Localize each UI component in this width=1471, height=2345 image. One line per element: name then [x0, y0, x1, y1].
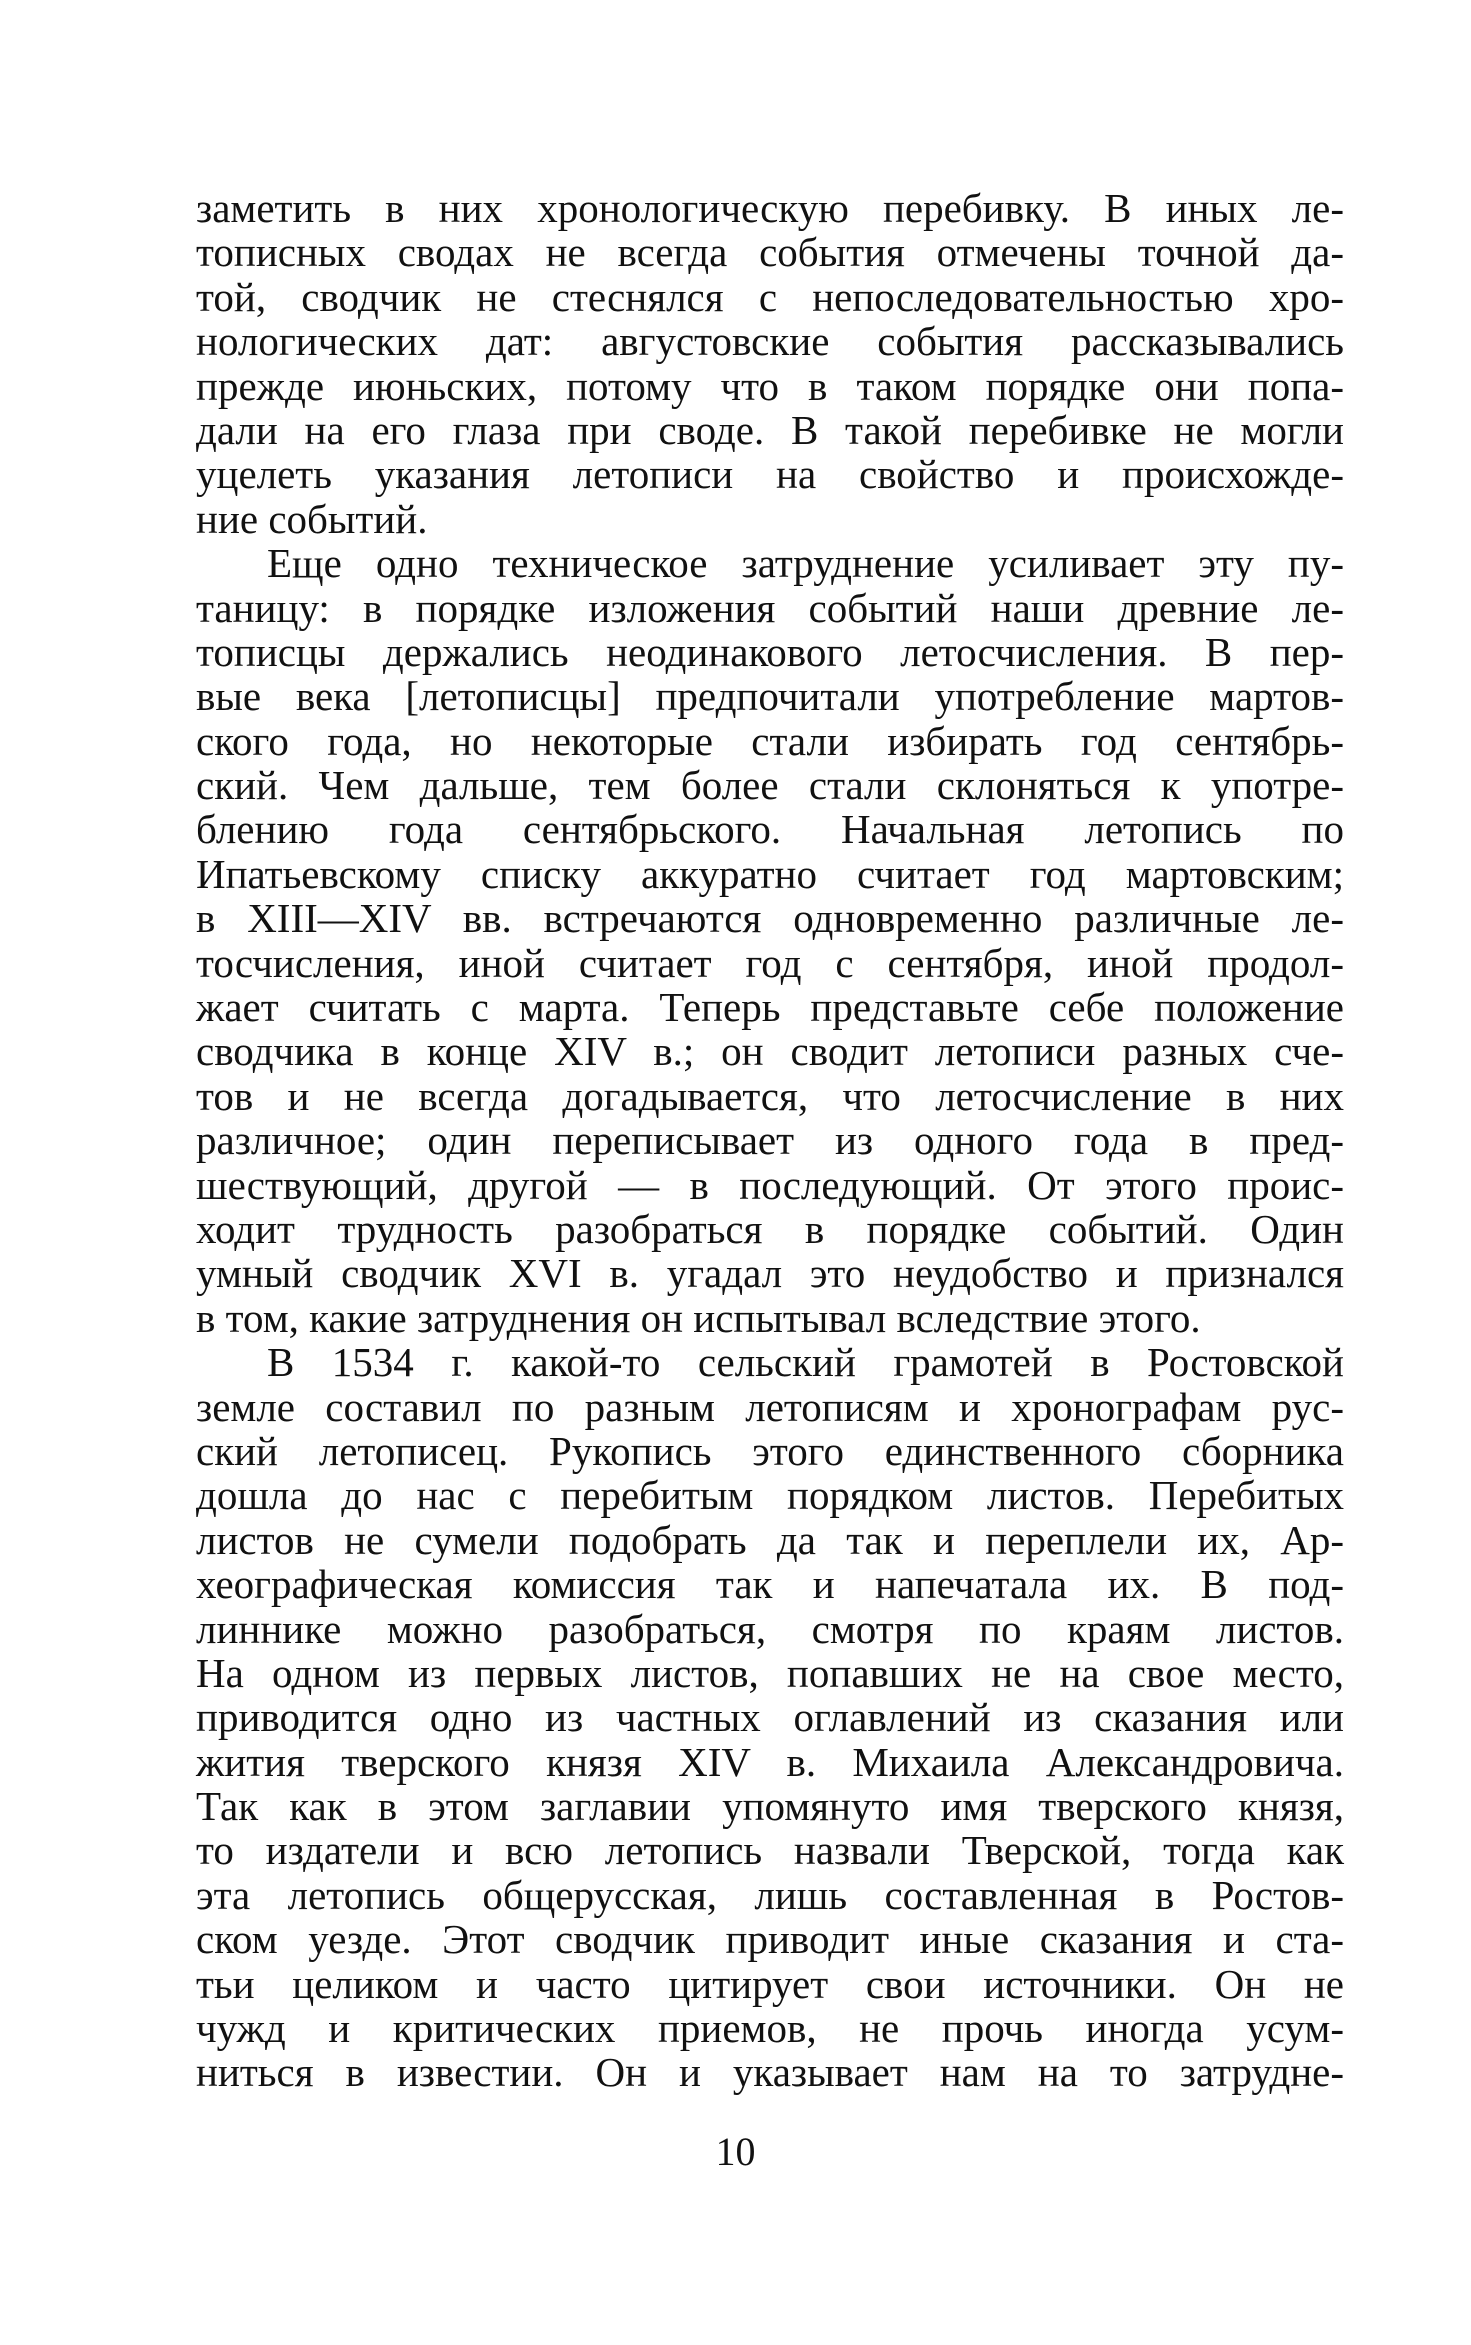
body-text — [196, 186, 1344, 2095]
text-line: сводчика в конце XIV в.; он сводит летописи разных сче- — [196, 1028, 1344, 1075]
text-line: в XIII—XIV вв. встречаются одновременно различные ле- — [196, 895, 1344, 942]
text-line: то издатели и всю летопись назвали Тверской, тогда как — [196, 1827, 1344, 1874]
text-line: ский. Чем дальше, тем более стали склоняться к употре- — [196, 762, 1344, 809]
text-line: ском уезде. Этот сводчик приводит иные сказания и ста- — [196, 1916, 1344, 1963]
text-line: тьи целиком и часто цитирует свои источники. Он не — [196, 1960, 1344, 2007]
text-line: На одном из первых листов, попавших не на свое место, — [196, 1649, 1344, 1696]
text-line: ского года, но некоторые стали избирать год сентябрь- — [196, 717, 1344, 764]
text-line: приводится одно из частных оглавлений из сказания или — [196, 1694, 1344, 1741]
text-line: различное; один переписывает из одного года в пред- — [196, 1117, 1344, 1164]
text-line: ский летописец. Рукопись этого единственного сборника — [196, 1427, 1344, 1474]
text-line: уцелеть указания летописи на свойство и происхожде- — [196, 451, 1344, 498]
paragraph — [196, 1340, 1344, 2095]
text-line: чужд и критических приемов, не прочь иногда усум- — [196, 2005, 1344, 2052]
text-line: тописцы держались неодинакового летосчисления. В пер- — [196, 628, 1344, 675]
text-line: той, сводчик не стеснялся с непоследовательностью хро- — [196, 273, 1344, 320]
text-line: таницу: в порядке изложения событий наши древние ле- — [196, 584, 1344, 631]
text-line: шествующий, другой — в последующий. От этого проис- — [196, 1161, 1344, 1208]
text-line: тописных сводах не всегда события отмечены точной да- — [196, 229, 1344, 276]
text-line: дошла до нас с перебитым порядком листов. Перебитых — [196, 1472, 1344, 1519]
text-line: ние событий. — [196, 495, 428, 542]
text-line: Еще одно техническое затруднение усиливает эту пу- — [267, 540, 1344, 587]
text-line: Ипатьевскому списку аккуратно считает год мартовским; — [196, 850, 1344, 897]
text-line: тосчисления, иной считает год с сентября, иной продол- — [196, 939, 1344, 986]
text-line: ходит трудность разобраться в порядке событий. Один — [196, 1205, 1344, 1252]
text-line: умный сводчик XVI в. угадал это неудобство и признался — [196, 1250, 1344, 1297]
paragraph — [196, 541, 1344, 1340]
text-line: блению года сентябрьского. Начальная летопись по — [196, 806, 1344, 853]
text-line: В 1534 г. какой-то сельский грамотей в Ростовской — [267, 1339, 1344, 1386]
text-line: ниться в известии. Он и указывает нам на то затрудне- — [196, 2049, 1344, 2096]
text-line: в том, какие затруднения он испытывал вследствие этого. — [196, 1294, 1201, 1341]
text-line: прежде июньских, потому что в таком порядке они попа- — [196, 362, 1344, 409]
text-line: нологических дат: августовские события рассказывались — [196, 318, 1344, 365]
text-line: листов не сумели подобрать да так и переплели их, Ар- — [196, 1516, 1344, 1563]
text-line: жает считать с марта. Теперь представьте себе положение — [196, 984, 1344, 1031]
text-line: вые века [летописцы] предпочитали употребление мартов- — [196, 673, 1344, 720]
text-line: земле составил по разным летописям и хронографам рус- — [196, 1383, 1344, 1430]
text-line: Так как в этом заглавии упомянуто имя тверского князя, — [196, 1783, 1344, 1830]
text-line: тов и не всегда догадывается, что летосчисление в них — [196, 1072, 1344, 1119]
text-line: эта летопись общерусская, лишь составленная в Ростов- — [196, 1871, 1344, 1918]
text-line: хеографическая комиссия так и напечатала их. В под- — [196, 1561, 1344, 1608]
page-number: 10 — [715, 2129, 756, 2174]
text-line: дали на его глаза при своде. В такой перебивке не могли — [196, 406, 1344, 453]
text-line: жития тверского князя XIV в. Михаила Александровича. — [196, 1738, 1344, 1785]
paragraph — [196, 186, 1344, 541]
text-line: заметить в них хронологическую перебивку. В иных ле- — [196, 185, 1344, 231]
text-line: линнике можно разобраться, смотря по краям листов. — [196, 1605, 1344, 1652]
